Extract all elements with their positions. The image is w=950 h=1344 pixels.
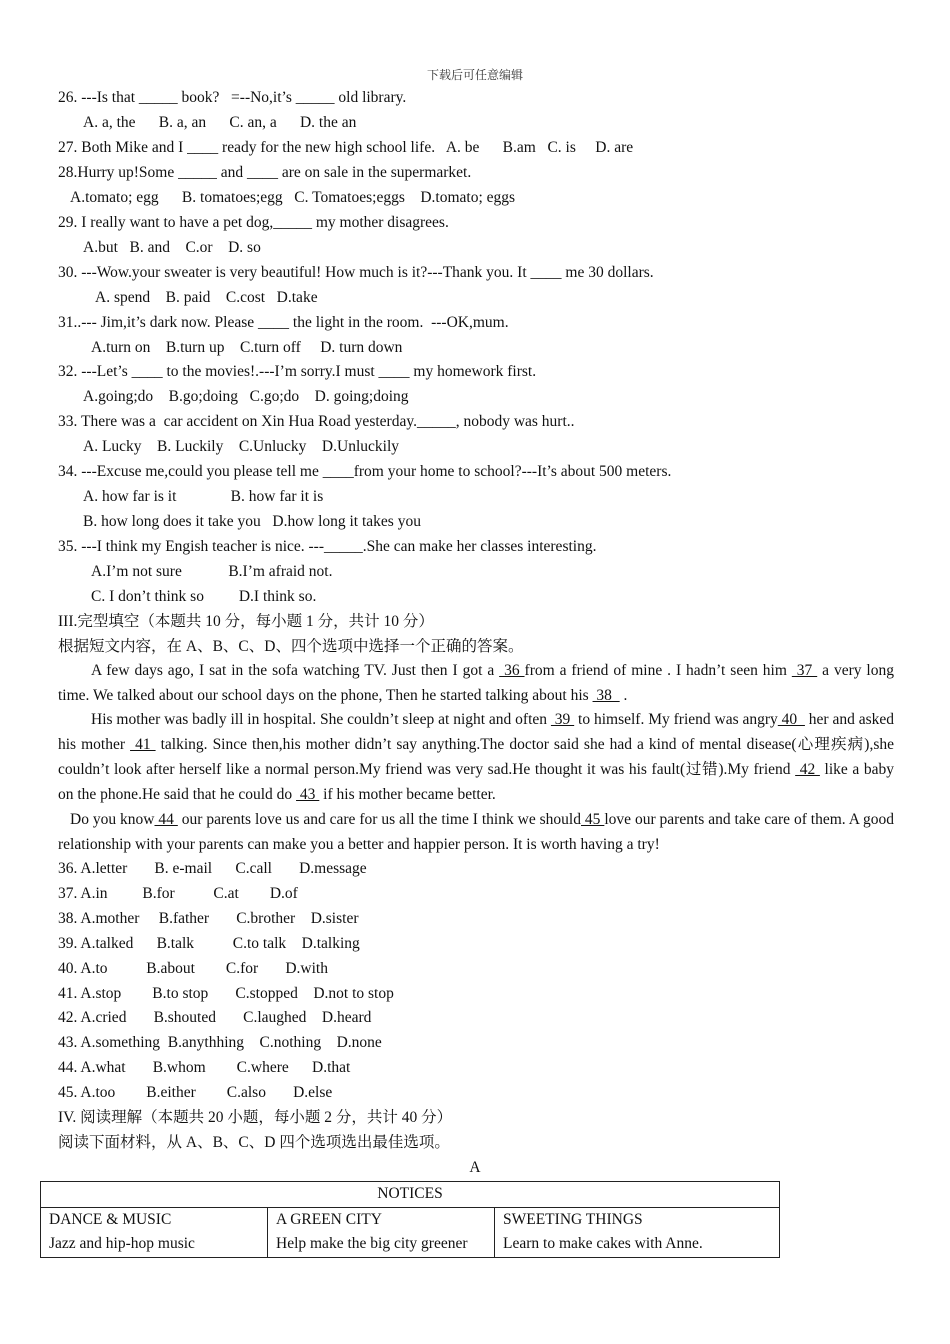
blank-37: 37 xyxy=(791,662,818,679)
question-line: A. spend B. paid C.cost D.take xyxy=(95,288,318,306)
question-line: A.I’m not sure B.I’m afraid not. xyxy=(91,563,333,581)
question-line: 34. ---Excuse me,could you please tell me ____from your home to school?---It’s about 500 meters. xyxy=(58,463,672,481)
passage-text: our parents love us and care for us all the time I think we should xyxy=(177,811,581,828)
blank-41: 41 xyxy=(130,735,156,753)
passage-text: A few days ago, I sat in the sofa watching TV. Just then I got a xyxy=(91,662,500,679)
question-line: III.完型填空（本题共 10 分，每小题 1 分，共计 10 分） xyxy=(58,612,434,630)
blank-38: 38 xyxy=(592,686,620,704)
blank-36: 36 xyxy=(499,662,525,679)
blank-44: 44 xyxy=(154,811,178,828)
blank-40: 40 xyxy=(777,711,805,728)
question-line: A.but B. and C.or D. so xyxy=(83,238,261,256)
passage-text: a very long time. We talked about our school days on the phone, Then he started talking about his xyxy=(58,662,894,704)
question-line: A. a, the B. a, an C. an, a D. the an xyxy=(83,113,357,131)
notice-sweeting-things xyxy=(495,1207,780,1257)
blank-39: 39 xyxy=(550,711,575,728)
passage-text: if his mother became better. xyxy=(319,785,496,803)
question-line: 26. ---Is that _____ book? =--No,it’s _____ old library. xyxy=(58,89,407,106)
notice-heading: DANCE & MUSIC xyxy=(49,1210,172,1228)
option-line: 42. A.cried B.shouted C.laughed D.heard xyxy=(58,1009,372,1027)
question-line: A.tomato; egg B. tomatoes;egg C. Tomatoes;eggs D.tomato; eggs xyxy=(70,188,516,206)
option-line: 44. A.what B.whom C.where D.that xyxy=(58,1059,351,1077)
passage-text: like a baby on the phone.He said that he could do xyxy=(58,760,894,803)
question-line: 33. There was a car accident on Xin Hua Road yesterday._____, nobody was hurt.. xyxy=(58,413,575,431)
question-line: B. how long does it take you D.how long it takes you xyxy=(83,513,421,531)
passage-paragraph-1 xyxy=(58,659,894,709)
option-line: 37. A.in B.for C.at D.of xyxy=(58,884,298,902)
notice-green-city xyxy=(268,1207,495,1257)
question-line: 31..--- Jim,it’s dark now. Please ____ the light in the room. ---OK,mum. xyxy=(58,313,509,331)
blank-45: 45 xyxy=(581,811,605,828)
passage-text: her and asked his mother xyxy=(58,711,895,753)
question-line: A. how far is it B. how far it is xyxy=(83,488,324,506)
option-line: 阅读下面材料，从 A、B、C、D 四个选项选出最佳选项。 xyxy=(58,1133,450,1151)
option-line: 40. A.to B.about C.for D.with xyxy=(58,959,328,977)
notice-text: Jazz and hip-hop music xyxy=(49,1235,195,1252)
passage-text: love our parents and take care of them. A good relationship with your parents can make you a better and happier person. It is worth having a try! xyxy=(58,811,895,853)
option-line: IV. 阅读理解（本题共 20 小题，每小题 2 分，共计 40 分） xyxy=(58,1109,453,1126)
question-line: A.going;do B.go;doing C.go;do D. going;doing xyxy=(83,388,409,406)
option-line: 41. A.stop B.to stop C.stopped D.not to stop xyxy=(58,984,394,1002)
question-line: 32. ---Let’s ____ to the movies!.---I’m sorry.I must ____ my homework first. xyxy=(58,363,537,381)
passage-text: Do you know xyxy=(70,811,155,828)
question-line: C. I don’t think so D.I think so. xyxy=(91,588,317,605)
question-line: 29. I really want to have a pet dog,_____ my mother disagrees. xyxy=(58,213,449,231)
notices-title: NOTICES xyxy=(41,1182,780,1208)
question-line: A.turn on B.turn up C.turn off D. turn down xyxy=(91,338,403,356)
notice-heading: SWEETING THINGS xyxy=(503,1210,643,1228)
notice-text: Learn to make cakes with Anne. xyxy=(503,1235,703,1252)
option-line: 43. A.something B.anythhing C.nothing D.none xyxy=(58,1034,382,1052)
passage-text: . xyxy=(619,686,628,704)
question-line: 28.Hurry up!Some _____ and ____ are on sale in the supermarket. xyxy=(58,163,472,181)
option-line: 39. A.talked B.talk C.to talk D.talking xyxy=(58,934,360,952)
passage-text: from a friend of mine . I hadn’t seen him xyxy=(524,662,792,679)
option-line: 45. A.too B.either C.also D.else xyxy=(58,1084,333,1102)
notices-table xyxy=(40,1181,780,1258)
notice-text: Help make the big city greener xyxy=(276,1235,468,1252)
question-line: A. Lucky B. Luckily C.Unlucky D.Unluckily xyxy=(83,438,399,456)
passage-text: His mother was badly ill in hospital. She couldn’t sleep at night and often xyxy=(91,711,551,728)
blank-43: 43 xyxy=(296,785,320,803)
passage-text: to himself. My friend was angry xyxy=(574,711,778,728)
question-line: 27. Both Mike and I ____ ready for the new high school life. A. be B.am C. is D. are xyxy=(58,138,634,156)
option-line: 38. A.mother B.father C.brother D.sister xyxy=(58,909,359,927)
notice-heading: A GREEN CITY xyxy=(276,1210,382,1228)
page-header: 下载后可任意编辑 xyxy=(426,68,523,82)
option-line: 36. A.letter B. e-mail C.call D.message xyxy=(58,860,367,877)
passage-paragraph-2 xyxy=(58,708,894,808)
section-a-label: A xyxy=(469,1159,481,1176)
notice-dance-music xyxy=(41,1207,268,1257)
blank-42: 42 xyxy=(795,760,820,778)
passage-text: talking. Since then,his mother didn’t say anything.The doctor said she had a kind of mental disease(心理疾病),she couldn’t look after herself like a normal person.My friend was very sad.He thought it was his fault(过错).My friend xyxy=(58,735,894,778)
question-line: 30. ---Wow.your sweater is very beautiful! How much is it?---Thank you. It ____ me 30 dollars. xyxy=(58,263,654,281)
question-line: 35. ---I think my Engish teacher is nice. ---_____.She can make her classes interesting. xyxy=(58,538,597,556)
question-line: 根据短文内容，在 A、B、C、D、四个选项中选择一个正确的答案。 xyxy=(58,637,524,655)
passage-paragraph-3 xyxy=(58,808,894,858)
